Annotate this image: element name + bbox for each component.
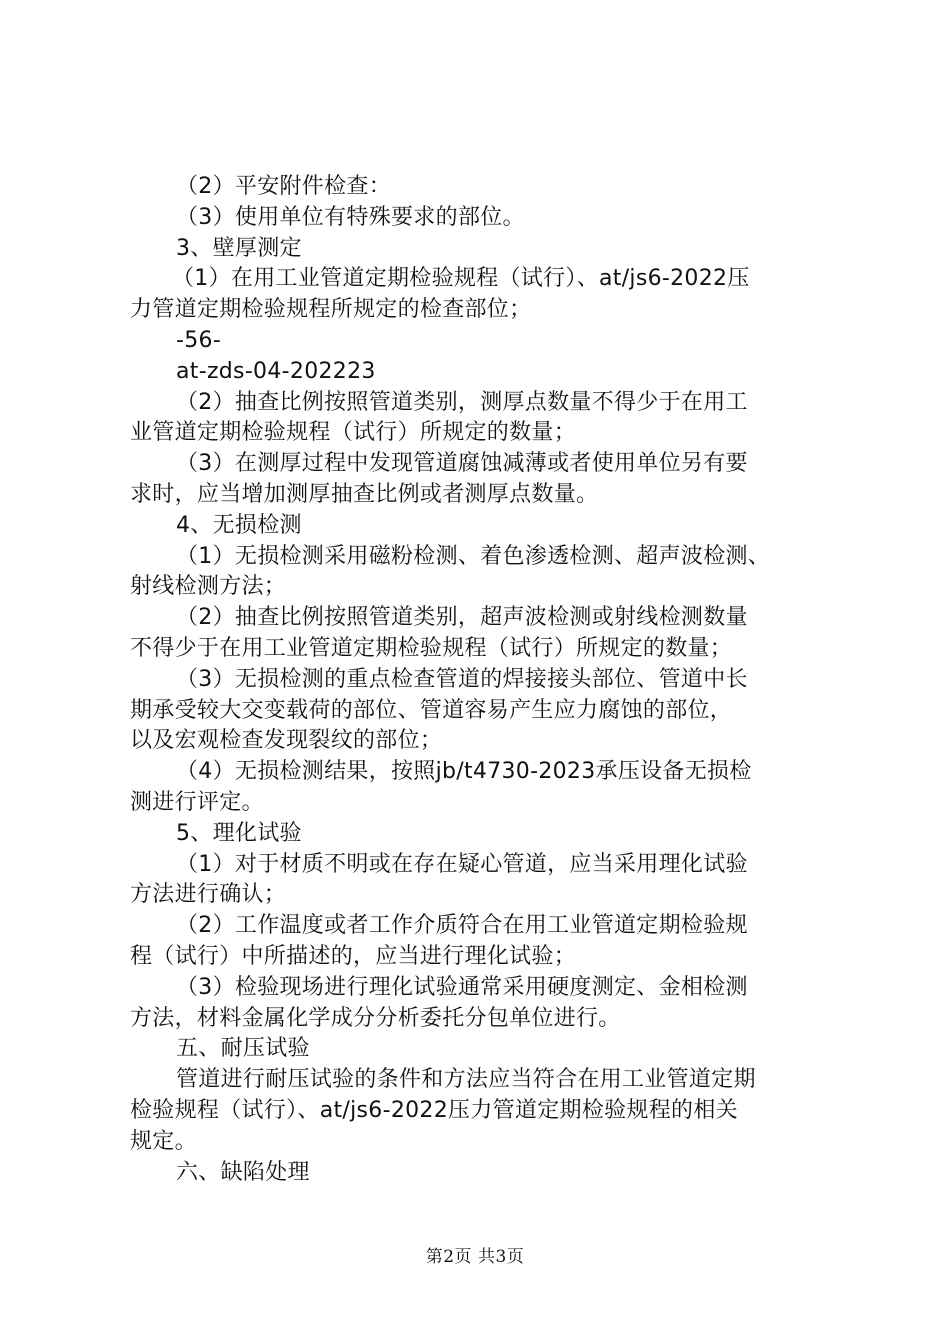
text-line: 检验规程（试行）、at/js6-2022压力管道定期检验规程的相关	[130, 1097, 738, 1123]
section-heading: 4、无损检测	[176, 512, 302, 538]
text-line: （3）无损检测的重点检查管道的焊接接头部位、管道中长	[176, 666, 748, 692]
text-line: 程（试行）中所描述的，应当进行理化试验；	[130, 943, 577, 969]
page-number-inline: -56-	[176, 327, 222, 353]
text-line: 业管道定期检验规程（试行）所规定的数量；	[130, 420, 577, 446]
text-line: （3）使用单位有特殊要求的部位。	[176, 204, 525, 230]
text-line: （1）在用工业管道定期检验规程（试行）、at/js6-2022压	[172, 266, 750, 292]
page-footer: 第2页 共3页	[425, 1247, 525, 1267]
section-heading: 5、理化试验	[176, 820, 302, 846]
text-line: 期承受较大交变载荷的部位、管道容易产生应力腐蚀的部位，	[130, 697, 733, 723]
document-body	[130, 172, 840, 1188]
text-line: （4）无损检测结果，按照jb/t4730-2023承压设备无损检	[176, 759, 752, 785]
text-line: （3）检验现场进行理化试验通常采用硬度测定、金相检测	[176, 974, 748, 1000]
section-heading: 五、耐压试验	[176, 1036, 310, 1062]
section-heading: 3、壁厚测定	[176, 235, 302, 261]
text-line: 管道进行耐压试验的条件和方法应当符合在用工业管道定期	[176, 1067, 756, 1093]
text-line: 求时，应当增加测厚抽查比例或者测厚点数量。	[130, 481, 599, 507]
text-line: 不得少于在用工业管道定期检验规程（试行）所规定的数量；	[130, 635, 733, 661]
text-line: 测进行评定。	[130, 789, 264, 815]
text-line: （2）平安附件检查：	[176, 174, 391, 199]
section-heading: 六、缺陷处理	[176, 1159, 310, 1185]
text-line: 以及宏观检查发现裂纹的部位；	[130, 728, 443, 754]
text-line: 方法进行确认；	[130, 882, 287, 908]
text-line: （2）抽查比例按照管道类别，测厚点数量不得少于在用工	[176, 389, 748, 415]
text-line: 方法，材料金属化学成分分析委托分包单位进行。	[130, 1005, 621, 1031]
text-line: 射线检测方法；	[130, 574, 287, 600]
text-line: （1）无损检测采用磁粉检测、着色渗透检测、超声波检测、	[176, 543, 771, 569]
text-line: （1）对于材质不明或在存在疑心管道，应当采用理化试验	[176, 851, 748, 877]
text-line: （3）在测厚过程中发现管道腐蚀减薄或者使用单位另有要	[176, 451, 748, 477]
text-line: （2）抽查比例按照管道类别，超声波检测或射线检测数量	[176, 605, 748, 631]
document-code: at-zds-04-202223	[176, 358, 376, 384]
text-line: 力管道定期检验规程所规定的检查部位；	[130, 297, 532, 323]
text-line: 规定。	[130, 1128, 197, 1154]
text-line: （2）工作温度或者工作介质符合在用工业管道定期检验规	[176, 913, 748, 939]
